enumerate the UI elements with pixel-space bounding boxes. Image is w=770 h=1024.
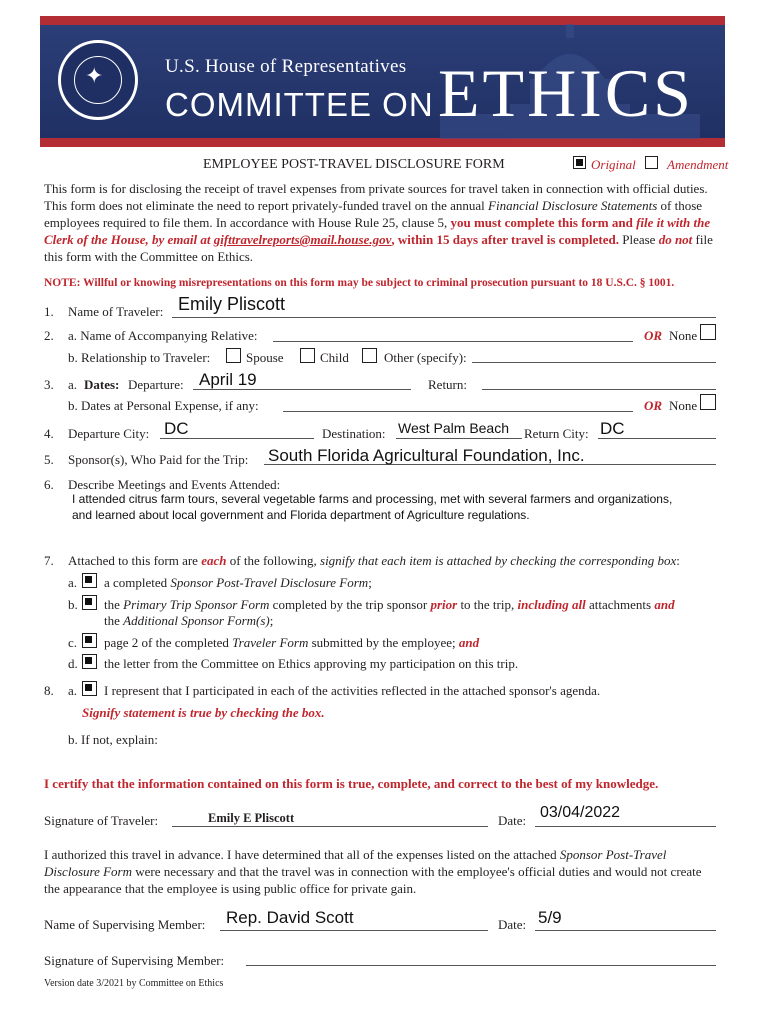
q7a-text: a completed Sponsor Post-Travel Disclosure Form; — [104, 575, 372, 590]
q7c-letter: c. — [68, 635, 78, 650]
q3b-none-label: None — [669, 398, 698, 413]
accompanying-relative-field[interactable] — [273, 341, 633, 342]
q7d-checkbox[interactable] — [82, 654, 97, 669]
meetings-field-line2[interactable]: and learned about local government and Florida department of Agriculture regulations. — [72, 508, 530, 522]
departure-city-field[interactable]: DC — [164, 419, 189, 438]
amendment-checkbox[interactable] — [645, 156, 658, 169]
intro-paragraph: This form is for disclosing the receipt of travel expenses from private sources for travel taken in connection with official duties. This form does not eliminate the need to report privately-funded travel on the annual Financial Disclosure Statements of those employees required to file them. In accordance with House Rule 25, clause 5, you must complete this form and file it with the Clerk of the House, by email at gifttravelreports@mail.house.gov, within 15 days after travel is completed. Please do not file this form with the Committee on Ethics. — [44, 181, 713, 264]
departure-city-label: Departure City: — [68, 426, 150, 441]
q3b-none-checkbox[interactable] — [700, 394, 716, 410]
relationship-label: b. Relationship to Traveler: — [68, 350, 211, 365]
sponsor-field[interactable]: South Florida Agricultural Foundation, Inc. — [268, 446, 585, 465]
q8a-checkbox[interactable] — [82, 681, 97, 696]
q5-number: 5. — [44, 452, 54, 467]
authorize-paragraph: I authorized this travel in advance. I have determined that all of the expenses listed on the attached Sponsor Post-Travel Disclosure Form were necessary and that the travel was in connection with the employee's official duties and would not create the appearance that the employee is using public office for private gain. — [44, 847, 702, 896]
q7a-letter: a. — [68, 575, 78, 590]
house-title: U.S. House of Representatives — [165, 56, 407, 77]
q2a-none-label: None — [669, 328, 698, 343]
other-checkbox[interactable] — [362, 348, 377, 363]
sponsor-label: Sponsor(s), Who Paid for the Trip: — [68, 452, 249, 467]
certify-statement: I certify that the information contained on this form is true, complete, and correct to the best of my knowledge. — [44, 776, 659, 791]
q7d-text: the letter from the Committee on Ethics approving my participation on this trip. — [104, 656, 519, 671]
q3-number: 3. — [44, 377, 54, 392]
original-label: Original — [591, 157, 636, 172]
supervisor-date-label: Date: — [498, 917, 527, 932]
return-date-field[interactable] — [482, 389, 716, 390]
q1-number: 1. — [44, 304, 54, 319]
return-city-field[interactable]: DC — [600, 419, 625, 438]
q7b-checkbox[interactable] — [82, 595, 97, 610]
signify-text: Signify statement is true by checking the box. — [82, 705, 325, 720]
return-city-label: Return City: — [524, 426, 589, 441]
supervisor-date-field[interactable]: 5/9 — [538, 908, 562, 927]
house-seal-icon: ✦ — [58, 40, 138, 120]
original-checkbox[interactable] — [573, 156, 586, 169]
traveler-date-field[interactable]: 03/04/2022 — [540, 804, 621, 821]
q7-intro: Attached to this form are each of the following, signify that each item is attached by checking the corresponding box: — [68, 553, 680, 568]
amendment-label: Amendment — [667, 157, 729, 172]
departure-label: Departure: — [128, 377, 184, 392]
spouse-label: Spouse — [246, 350, 284, 365]
q2a-none-checkbox[interactable] — [700, 324, 716, 340]
personal-expense-field[interactable] — [283, 411, 633, 412]
q2-number: 2. — [44, 328, 54, 343]
departure-date-field[interactable]: April 19 — [199, 370, 257, 389]
traveler-signature-label: Signature of Traveler: — [44, 813, 159, 828]
q8b-label: b. If not, explain: — [68, 732, 158, 747]
supervisor-name-field[interactable]: Rep. David Scott — [226, 908, 354, 927]
accompanying-relative-label: a. Name of Accompanying Relative: — [68, 328, 258, 343]
banner-bottom-stripe — [40, 138, 725, 147]
traveler-name-field[interactable]: Emily Pliscott — [178, 294, 286, 314]
q8a-text: I represent that I participated in each of the activities reflected in the attached sponsor's agenda. — [104, 683, 601, 698]
dates-label: Dates: — [84, 377, 120, 392]
other-label: Other (specify): — [384, 350, 467, 365]
form-title: EMPLOYEE POST-TRAVEL DISCLOSURE FORM — [203, 157, 505, 172]
spouse-checkbox[interactable] — [226, 348, 241, 363]
note-text: NOTE: Willful or knowing misrepresentations on this form may be subject to criminal prosecution pursuant to 18 U.S.C. § 1001. — [44, 277, 675, 289]
supervisor-date-line — [535, 930, 716, 931]
version-footer: Version date 3/2021 by Committee on Ethics — [44, 978, 224, 989]
q7a-checkbox[interactable] — [82, 573, 97, 588]
destination-label: Destination: — [322, 426, 386, 441]
traveler-name-label: Name of Traveler: — [68, 304, 164, 319]
child-checkbox[interactable] — [300, 348, 315, 363]
q7-number: 7. — [44, 553, 54, 568]
q7d-letter: d. — [68, 656, 78, 671]
header-banner — [40, 16, 725, 147]
traveler-date-label: Date: — [498, 813, 527, 828]
q7b-text: the Primary Trip Sponsor Form completed by the trip sponsor prior to the trip, including all attachments and — [104, 597, 675, 612]
q8-number: 8. — [44, 683, 54, 698]
ethics-title: ETHICS — [438, 55, 694, 131]
destination-line — [396, 438, 522, 439]
destination-field[interactable]: West Palm Beach — [398, 420, 510, 436]
supervisor-name-label: Name of Supervising Member: — [44, 917, 206, 932]
meetings-label: Describe Meetings and Events Attended: — [68, 477, 281, 492]
committee-on-title: COMMITTEE ON — [165, 86, 434, 123]
q7c-text: page 2 of the completed Traveler Form submitted by the employee; and — [104, 635, 480, 650]
q6-number: 6. — [44, 477, 54, 492]
traveler-signature-field[interactable]: Emily E Pliscott — [208, 811, 295, 825]
q8a-letter: a. — [68, 683, 78, 698]
supervisor-signature-label: Signature of Supervising Member: — [44, 953, 225, 968]
q2a-or: OR — [644, 328, 663, 343]
email-link[interactable]: gifttravelreports@mail.house.gov — [213, 232, 392, 247]
personal-expense-label: b. Dates at Personal Expense, if any: — [68, 398, 259, 413]
q7b-letter: b. — [68, 597, 78, 612]
q7c-checkbox[interactable] — [82, 633, 97, 648]
traveler-name-line — [172, 317, 716, 318]
q3b-or: OR — [644, 398, 663, 413]
q3a-letter: a. — [68, 377, 78, 392]
q4-number: 4. — [44, 426, 54, 441]
traveler-date-line — [535, 826, 716, 827]
return-label: Return: — [428, 377, 467, 392]
supervisor-signature-field[interactable] — [246, 965, 716, 966]
supervisor-name-line — [220, 930, 488, 931]
meetings-field-line1[interactable]: I attended citrus farm tours, several vegetable farms and processing, met with several farmers and organizations, — [72, 492, 673, 506]
other-specify-field[interactable] — [472, 362, 716, 363]
child-label: Child — [320, 350, 349, 365]
q7b-text-line2: the Additional Sponsor Form(s); — [104, 613, 274, 628]
